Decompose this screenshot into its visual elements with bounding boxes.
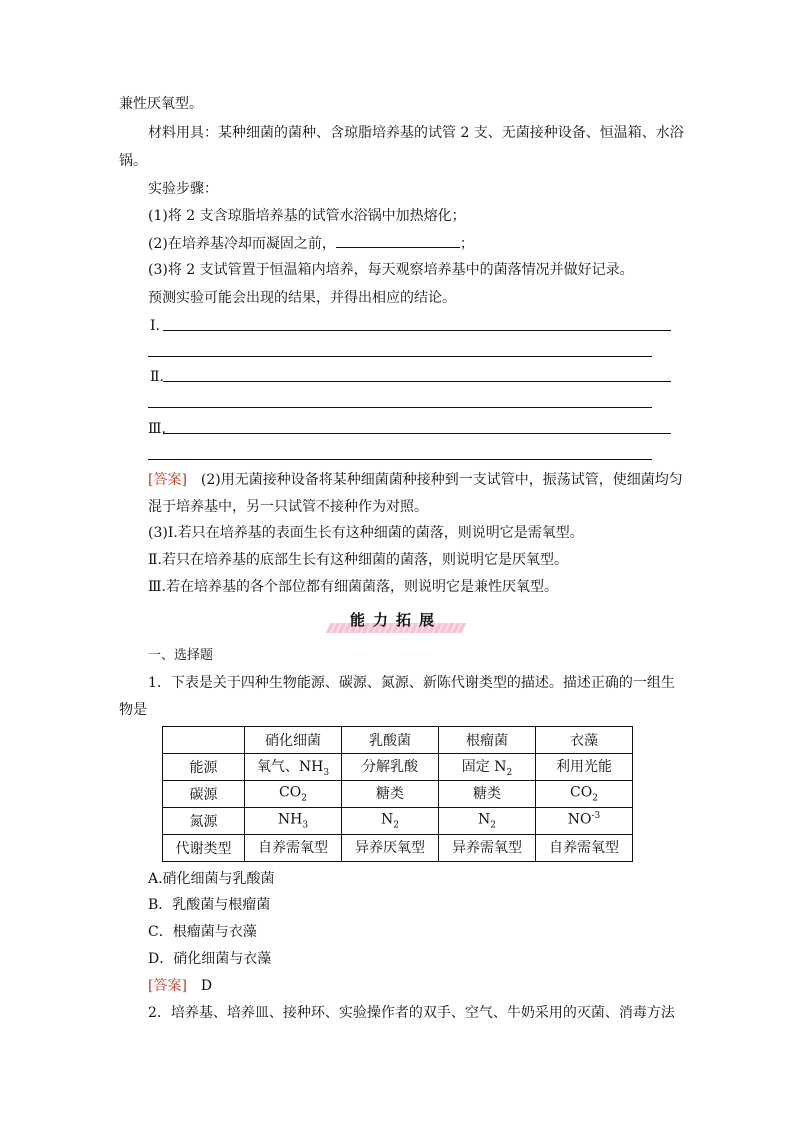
row-label: 碳源 bbox=[163, 781, 245, 808]
option-a[interactable]: A.硝化细菌与乳酸菌 bbox=[148, 871, 275, 887]
table-header-cell bbox=[163, 727, 245, 754]
step-2-blank[interactable] bbox=[336, 233, 460, 248]
materials-line-continued: 锅。 bbox=[119, 153, 147, 169]
row-label: 氮源 bbox=[163, 808, 245, 835]
table-cell: $NH_3$ bbox=[245, 808, 342, 835]
section-title: 一、选择题 bbox=[148, 648, 214, 663]
intro-line: 兼性厌氧型。 bbox=[119, 96, 203, 112]
table-header-row bbox=[163, 727, 633, 754]
answer-blank-1a[interactable] bbox=[163, 330, 671, 331]
answer-blank-1b[interactable] bbox=[148, 356, 652, 357]
table-cell: 异养厌氧型 bbox=[342, 835, 439, 862]
table-header-cell: 硝化细菌 bbox=[245, 727, 342, 754]
step-2 bbox=[148, 233, 474, 254]
blank-label-3: Ⅲ. bbox=[148, 421, 166, 437]
table-row bbox=[163, 808, 633, 835]
table-header-cell: 乳酸菌 bbox=[342, 727, 439, 754]
prediction-prompt: 预测实验可能会出现的结果，并得出相应的结论。 bbox=[148, 290, 456, 306]
table-cell: 糖类 bbox=[342, 781, 439, 808]
q1-answer bbox=[148, 976, 212, 996]
option-c[interactable]: C．根瘤菌与衣藻 bbox=[148, 924, 257, 940]
answer-1-line-c: (3)Ⅰ.若只在培养基的表面生长有这种细菌的菌落，则说明它是需氧型。 bbox=[148, 525, 584, 541]
answer-tag: [答案] bbox=[148, 472, 187, 488]
answer-1-line-e: Ⅲ.若在培养基的各个部位都有细菌菌落，则说明它是兼性厌氧型。 bbox=[148, 579, 558, 595]
table-cell: 自养需氧型 bbox=[536, 835, 633, 862]
blank-label-1: Ⅰ. bbox=[150, 318, 160, 334]
blank-label-2: Ⅱ. bbox=[150, 369, 164, 385]
answer-1-text-a: (2)用无菌接种设备将某种细菌菌种接种到一支试管中，振荡试管，使细菌均匀 bbox=[186, 472, 683, 488]
answer-blank-2b[interactable] bbox=[148, 407, 652, 408]
answer-1-line-d: Ⅱ.若只在培养基的底部生长有这种细菌的菌落，则说明它是厌氧型。 bbox=[148, 552, 568, 568]
step-1: (1)将 2 支含琼脂培养基的试管水浴锅中加热熔化； bbox=[148, 208, 466, 224]
banner-title: 能力拓展 bbox=[349, 611, 442, 629]
table-cell: 氧气、$NH_3$ bbox=[245, 754, 342, 781]
table-cell: 自养需氧型 bbox=[245, 835, 342, 862]
step-2-suffix: ； bbox=[459, 236, 474, 252]
table-row bbox=[163, 754, 633, 781]
q1-answer-value: D bbox=[186, 978, 213, 994]
table-header-cell: 衣藻 bbox=[536, 727, 633, 754]
option-d[interactable]: D．硝化细菌与衣藻 bbox=[148, 951, 272, 967]
table-cell: $N_2$ bbox=[342, 808, 439, 835]
q1-stem-a: 1．下表是关于四种生物能源、碳源、氮源、新陈代谢类型的描述。描述正确的一组生 bbox=[148, 675, 675, 691]
table-cell: 分解乳酸 bbox=[342, 754, 439, 781]
answer-tag: [答案] bbox=[148, 978, 187, 994]
table-cell: $NO^{-3}$ bbox=[536, 808, 633, 835]
step-3: (3)将 2 支试管置于恒温箱内培养，每天观察培养基中的菌落情况并做好记录。 bbox=[148, 262, 634, 278]
steps-title: 实验步骤： bbox=[148, 181, 218, 197]
materials-line: 材料用具：某种细菌的菌种、含琼脂培养基的试管 2 支、无菌接种设备、恒温箱、水浴 bbox=[148, 125, 684, 141]
table-cell: 糖类 bbox=[439, 781, 536, 808]
table-cell: 利用光能 bbox=[536, 754, 633, 781]
row-label: 代谢类型 bbox=[163, 835, 245, 862]
answer-blank-3b[interactable] bbox=[148, 459, 652, 460]
answer-blank-3a[interactable] bbox=[163, 433, 671, 434]
table-cell: 异养需氧型 bbox=[439, 835, 536, 862]
answer-blank-2a[interactable] bbox=[163, 381, 671, 382]
table-row bbox=[163, 781, 633, 808]
answer-1-line-a bbox=[148, 470, 683, 490]
table-cell: $CO_2$ bbox=[536, 781, 633, 808]
q1-stem-b: 物是 bbox=[119, 702, 147, 718]
table-cell: 固定 $N_2$ bbox=[439, 754, 536, 781]
step-2-prefix: (2)在培养基冷却而凝固之前， bbox=[148, 236, 336, 252]
q2-stem-a: 2．培养基、培养皿、接种环、实验操作者的双手、空气、牛奶采用的灭菌、消毒方法 bbox=[148, 1005, 675, 1021]
table-row bbox=[163, 835, 633, 862]
table-header-cell: 根瘤菌 bbox=[439, 727, 536, 754]
table-cell: $CO_2$ bbox=[245, 781, 342, 808]
organism-table bbox=[162, 726, 633, 862]
option-b[interactable]: B．乳酸菌与根瘤菌 bbox=[148, 897, 271, 913]
section-banner bbox=[318, 609, 474, 635]
row-label: 能源 bbox=[163, 754, 245, 781]
answer-1-line-b: 混于培养基中，另一只试管不接种作为对照。 bbox=[148, 499, 428, 515]
table-cell: $N_2$ bbox=[439, 808, 536, 835]
